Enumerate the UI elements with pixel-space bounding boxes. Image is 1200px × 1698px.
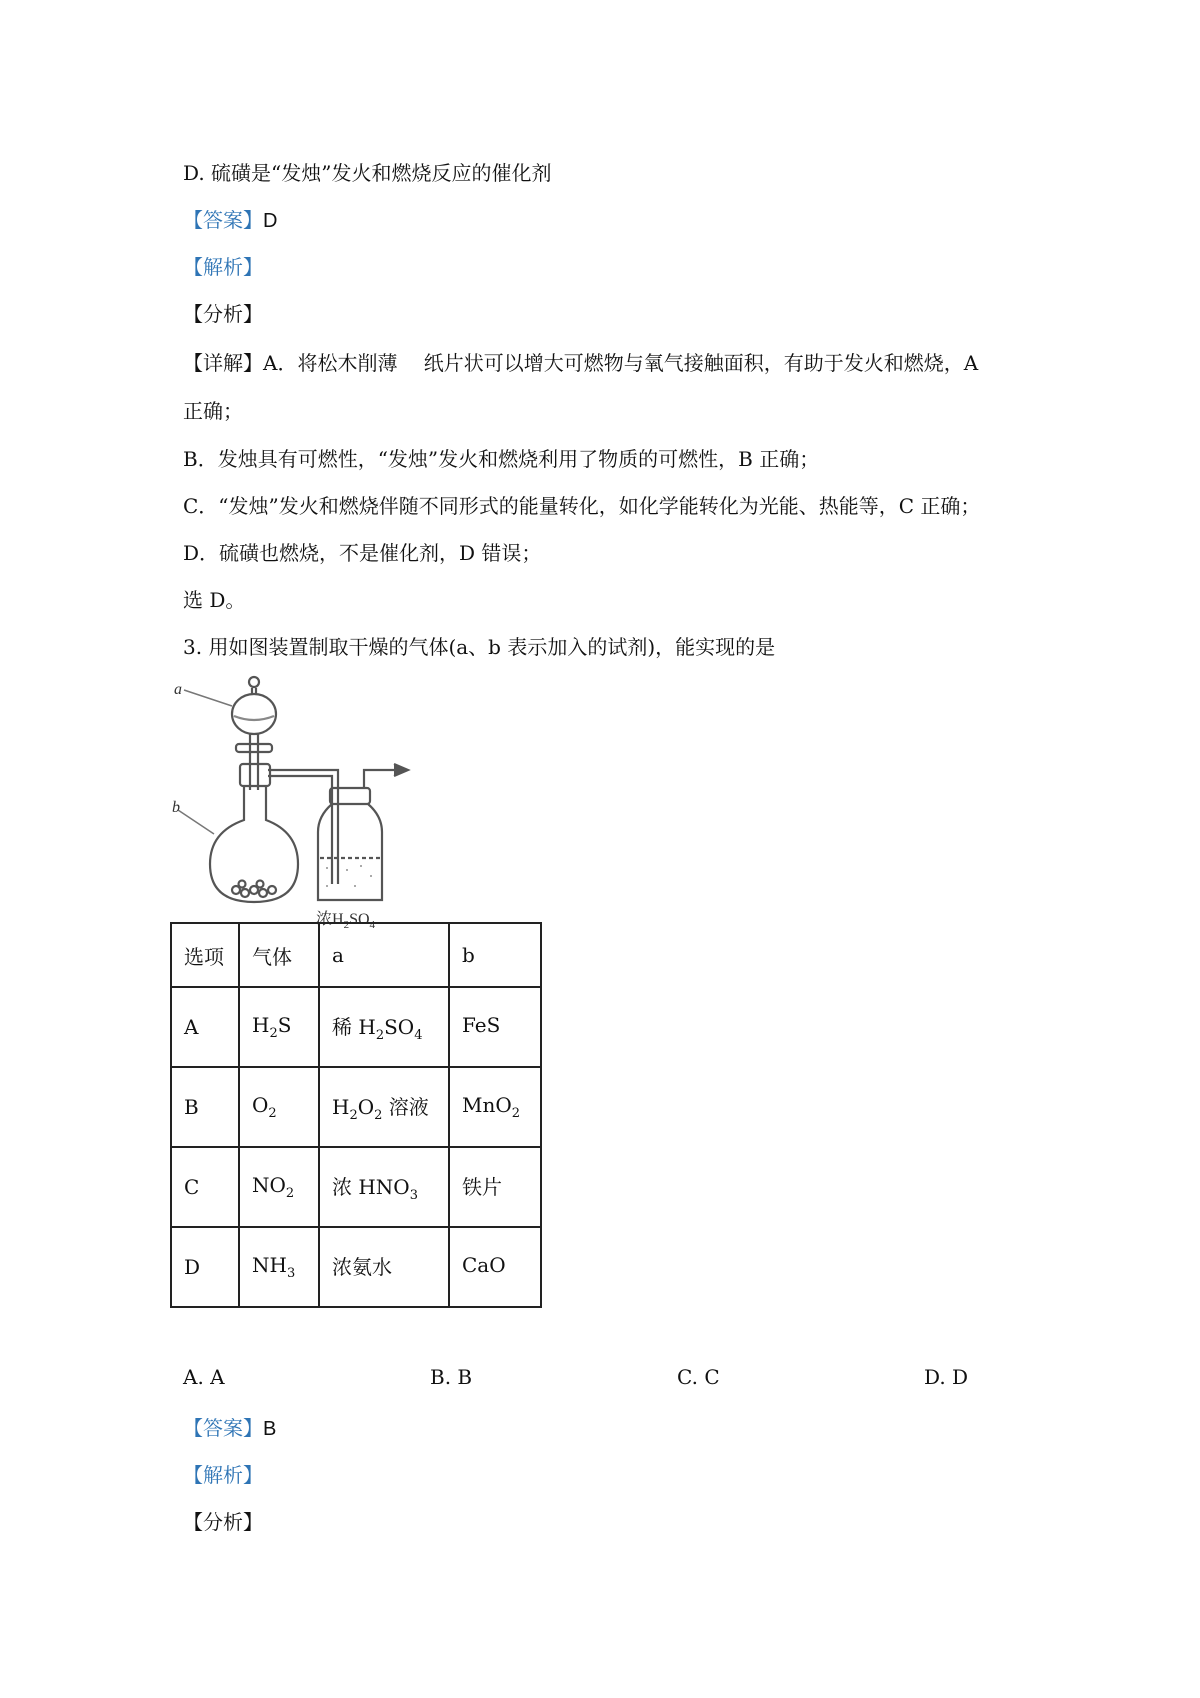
cell-gas: $H_2S$ xyxy=(239,987,319,1067)
detail-c: C．“发烛”发火和燃烧伴随不同形式的能量转化，如化学能转化为光能、热能等，C 正确； xyxy=(183,494,981,518)
table-row xyxy=(171,1067,541,1147)
answer-tag-q3: 【答案】 xyxy=(183,1416,263,1440)
table-row xyxy=(171,1147,541,1227)
detail-line-2: 正确； xyxy=(183,399,243,423)
options-table xyxy=(170,922,542,1308)
table-row xyxy=(171,987,541,1067)
detail-d: D．硫磺也燃烧，不是催化剂，D 错误； xyxy=(183,541,542,565)
answer-line-q3 xyxy=(183,1412,276,1441)
cell-gas: $NH_3$ xyxy=(239,1227,319,1307)
cell-b: MnO$_2$ xyxy=(449,1067,541,1147)
fenxi-tag-q3: 【分析】 xyxy=(183,1510,263,1534)
table-row xyxy=(171,1227,541,1307)
header-b: b xyxy=(449,923,541,987)
cell-option: C xyxy=(171,1147,239,1227)
choice-c: C. C xyxy=(677,1365,720,1389)
cell-b: CaO xyxy=(449,1227,541,1307)
header-a: a xyxy=(319,923,449,987)
cell-option: D xyxy=(171,1227,239,1307)
choice-a: A. A xyxy=(183,1365,225,1389)
conclusion: 选 D。 xyxy=(183,588,246,612)
question-3-stem: 3. 用如图装置制取干燥的气体(a、b 表示加入的试剂)，能实现的是 xyxy=(183,635,776,659)
cell-b: 铁片 xyxy=(449,1147,541,1227)
label-a: a xyxy=(174,681,182,698)
analysis-tag: 【解析】 xyxy=(183,255,263,279)
answer-value-q3: B xyxy=(263,1418,277,1440)
cell-option: B xyxy=(171,1067,239,1147)
choice-d: D. D xyxy=(924,1365,969,1389)
cell-b: FeS xyxy=(449,987,541,1067)
fenxi-tag: 【分析】 xyxy=(183,302,263,326)
cell-a: 稀 $H_2SO_4$ xyxy=(319,987,449,1067)
table-header-row xyxy=(171,923,541,987)
label-b: b xyxy=(172,799,180,816)
detail-line-1: 【详解】A．将松木削薄 纸片状可以增大可燃物与氧气接触面积，有助于发火和燃烧，A xyxy=(183,351,979,375)
cell-option: A xyxy=(171,987,239,1067)
answer-tag: 【答案】 xyxy=(183,208,263,232)
cell-a: 浓氨水 xyxy=(319,1227,449,1307)
detail-b: B．发烛具有可燃性，“发烛”发火和燃烧利用了物质的可燃性，B 正确； xyxy=(183,447,820,471)
header-option: 选项 xyxy=(171,923,239,987)
header-gas: 气体 xyxy=(239,923,319,987)
answer-line xyxy=(183,204,277,233)
cell-a: 浓 $HNO_3$ xyxy=(319,1147,449,1227)
option-d-text: D. 硫磺是“发烛”发火和燃烧反应的催化剂 xyxy=(183,161,552,185)
cell-gas: $O_2$ xyxy=(239,1067,319,1147)
gas-apparatus-diagram xyxy=(170,672,470,931)
answer-value: D xyxy=(263,210,278,232)
cell-gas: $NO_2$ xyxy=(239,1147,319,1227)
choice-b: B. B xyxy=(430,1365,473,1389)
analysis-tag-q3: 【解析】 xyxy=(183,1463,263,1487)
caption-h2so4: 浓$H_2SO_4$ xyxy=(316,911,376,931)
cell-a: $H_2O_2$ 溶液 xyxy=(319,1067,449,1147)
